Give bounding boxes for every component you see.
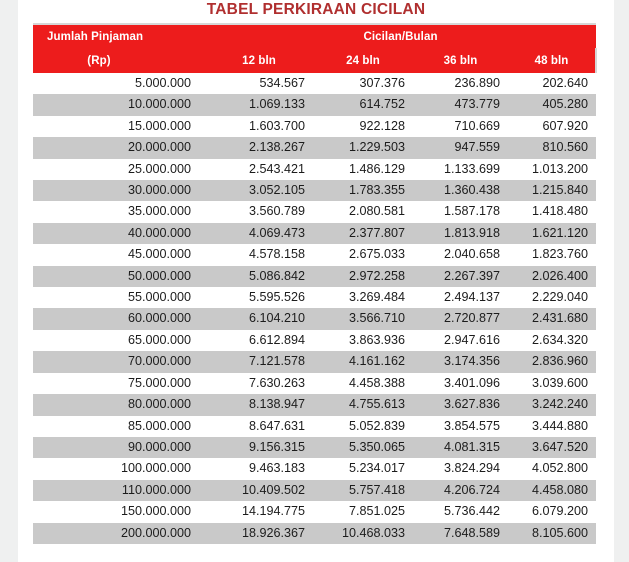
table-row bbox=[33, 73, 596, 94]
cell-installment-36: 947.559 bbox=[413, 137, 508, 158]
cell-loan-amount: 90.000.000 bbox=[33, 437, 205, 458]
cell-installment-48: 810.560 bbox=[508, 137, 596, 158]
cell-installment-12: 534.567 bbox=[205, 73, 313, 94]
cell-loan-amount: 60.000.000 bbox=[33, 308, 205, 329]
cell-installment-48: 1.823.760 bbox=[508, 244, 596, 265]
table-row bbox=[33, 416, 596, 437]
table-row bbox=[33, 116, 596, 137]
table-row bbox=[33, 266, 596, 287]
cell-installment-48: 3.242.240 bbox=[508, 394, 596, 415]
cell-installment-48: 2.431.680 bbox=[508, 308, 596, 329]
cell-installment-12: 9.463.183 bbox=[205, 458, 313, 479]
cell-installment-48: 607.920 bbox=[508, 116, 596, 137]
cell-loan-amount: 80.000.000 bbox=[33, 394, 205, 415]
column-header-loan-amount-line1: Jumlah Pinjaman bbox=[33, 24, 205, 48]
cell-installment-48: 202.640 bbox=[508, 73, 596, 94]
cell-installment-48: 2.229.040 bbox=[508, 287, 596, 308]
cell-installment-48: 2.836.960 bbox=[508, 351, 596, 372]
cell-installment-36: 236.890 bbox=[413, 73, 508, 94]
cell-installment-48: 3.039.600 bbox=[508, 373, 596, 394]
column-header-term-24: 24 bln bbox=[313, 48, 413, 73]
table-row bbox=[33, 308, 596, 329]
cell-installment-36: 2.494.137 bbox=[413, 287, 508, 308]
table-row bbox=[33, 159, 596, 180]
cell-installment-12: 5.595.526 bbox=[205, 287, 313, 308]
cell-installment-24: 4.755.613 bbox=[313, 394, 413, 415]
cell-installment-36: 2.947.616 bbox=[413, 330, 508, 351]
cell-installment-36: 710.669 bbox=[413, 116, 508, 137]
cell-installment-36: 1.133.699 bbox=[413, 159, 508, 180]
table-header-row-top bbox=[33, 24, 596, 48]
table-row bbox=[33, 458, 596, 479]
cell-installment-48: 1.418.480 bbox=[508, 201, 596, 222]
cell-installment-24: 2.377.807 bbox=[313, 223, 413, 244]
cell-installment-12: 2.138.267 bbox=[205, 137, 313, 158]
table-row bbox=[33, 180, 596, 201]
cell-installment-36: 2.040.658 bbox=[413, 244, 508, 265]
table-row bbox=[33, 394, 596, 415]
cell-installment-24: 1.486.129 bbox=[313, 159, 413, 180]
cell-installment-24: 10.468.033 bbox=[313, 523, 413, 544]
cell-installment-48: 1.621.120 bbox=[508, 223, 596, 244]
cell-installment-36: 3.401.096 bbox=[413, 373, 508, 394]
cell-loan-amount: 35.000.000 bbox=[33, 201, 205, 222]
cell-loan-amount: 70.000.000 bbox=[33, 351, 205, 372]
cell-loan-amount: 40.000.000 bbox=[33, 223, 205, 244]
cell-installment-48: 1.215.840 bbox=[508, 180, 596, 201]
cell-loan-amount: 45.000.000 bbox=[33, 244, 205, 265]
cell-installment-24: 3.566.710 bbox=[313, 308, 413, 329]
cell-installment-12: 4.578.158 bbox=[205, 244, 313, 265]
cell-loan-amount: 75.000.000 bbox=[33, 373, 205, 394]
cell-installment-24: 1.783.355 bbox=[313, 180, 413, 201]
cell-installment-12: 7.630.263 bbox=[205, 373, 313, 394]
table-row bbox=[33, 287, 596, 308]
cell-installment-36: 5.736.442 bbox=[413, 501, 508, 522]
table-row bbox=[33, 373, 596, 394]
cell-installment-24: 7.851.025 bbox=[313, 501, 413, 522]
table-row bbox=[33, 137, 596, 158]
cell-loan-amount: 30.000.000 bbox=[33, 180, 205, 201]
cell-installment-12: 6.612.894 bbox=[205, 330, 313, 351]
cell-installment-24: 1.229.503 bbox=[313, 137, 413, 158]
cell-installment-24: 614.752 bbox=[313, 94, 413, 115]
cell-installment-24: 2.675.033 bbox=[313, 244, 413, 265]
installment-table-container bbox=[33, 23, 596, 544]
cell-installment-12: 1.069.133 bbox=[205, 94, 313, 115]
cell-installment-48: 4.458.080 bbox=[508, 480, 596, 501]
table-row bbox=[33, 480, 596, 501]
cell-installment-24: 5.757.418 bbox=[313, 480, 413, 501]
cell-installment-12: 9.156.315 bbox=[205, 437, 313, 458]
cell-installment-48: 4.052.800 bbox=[508, 458, 596, 479]
cell-loan-amount: 25.000.000 bbox=[33, 159, 205, 180]
cell-installment-12: 14.194.775 bbox=[205, 501, 313, 522]
cell-installment-24: 2.972.258 bbox=[313, 266, 413, 287]
cell-installment-48: 2.026.400 bbox=[508, 266, 596, 287]
cell-installment-36: 3.174.356 bbox=[413, 351, 508, 372]
cell-installment-12: 2.543.421 bbox=[205, 159, 313, 180]
cell-installment-24: 5.052.839 bbox=[313, 416, 413, 437]
column-header-loan-amount-line2: (Rp) bbox=[33, 48, 205, 73]
cell-installment-36: 1.813.918 bbox=[413, 223, 508, 244]
page-title: TABEL PERKIRAAN CICILAN bbox=[206, 1, 426, 18]
cell-installment-36: 7.648.589 bbox=[413, 523, 508, 544]
cell-installment-48: 1.013.200 bbox=[508, 159, 596, 180]
table-row bbox=[33, 244, 596, 265]
cell-installment-48: 2.634.320 bbox=[508, 330, 596, 351]
cell-installment-36: 3.854.575 bbox=[413, 416, 508, 437]
cell-loan-amount: 100.000.000 bbox=[33, 458, 205, 479]
cell-installment-36: 3.824.294 bbox=[413, 458, 508, 479]
cell-installment-24: 3.863.936 bbox=[313, 330, 413, 351]
table-header-row-sub bbox=[33, 48, 596, 73]
cell-installment-24: 5.234.017 bbox=[313, 458, 413, 479]
cell-installment-36: 3.627.836 bbox=[413, 394, 508, 415]
cell-loan-amount: 10.000.000 bbox=[33, 94, 205, 115]
table-row bbox=[33, 94, 596, 115]
column-header-term-48: 48 bln bbox=[508, 48, 596, 73]
table-row bbox=[33, 437, 596, 458]
cell-installment-48: 8.105.600 bbox=[508, 523, 596, 544]
cell-installment-12: 8.647.631 bbox=[205, 416, 313, 437]
table-header bbox=[33, 24, 596, 73]
cell-installment-36: 473.779 bbox=[413, 94, 508, 115]
cell-installment-36: 2.267.397 bbox=[413, 266, 508, 287]
cell-installment-12: 4.069.473 bbox=[205, 223, 313, 244]
cell-installment-24: 4.161.162 bbox=[313, 351, 413, 372]
cell-installment-12: 8.138.947 bbox=[205, 394, 313, 415]
installment-table bbox=[33, 23, 597, 544]
cell-loan-amount: 200.000.000 bbox=[33, 523, 205, 544]
table-row bbox=[33, 523, 596, 544]
cell-installment-24: 5.350.065 bbox=[313, 437, 413, 458]
cell-installment-36: 2.720.877 bbox=[413, 308, 508, 329]
column-header-term-36: 36 bln bbox=[413, 48, 508, 73]
cell-installment-12: 6.104.210 bbox=[205, 308, 313, 329]
cell-installment-48: 6.079.200 bbox=[508, 501, 596, 522]
table-row bbox=[33, 330, 596, 351]
cell-installment-24: 922.128 bbox=[313, 116, 413, 137]
table-row bbox=[33, 351, 596, 372]
cell-installment-48: 405.280 bbox=[508, 94, 596, 115]
cell-loan-amount: 55.000.000 bbox=[33, 287, 205, 308]
table-row bbox=[33, 201, 596, 222]
cell-installment-12: 7.121.578 bbox=[205, 351, 313, 372]
column-header-term-12: 12 bln bbox=[205, 48, 313, 73]
cell-loan-amount: 50.000.000 bbox=[33, 266, 205, 287]
cell-installment-36: 4.206.724 bbox=[413, 480, 508, 501]
cell-loan-amount: 110.000.000 bbox=[33, 480, 205, 501]
column-header-installment-group: Cicilan/Bulan bbox=[205, 24, 596, 48]
cell-installment-12: 5.086.842 bbox=[205, 266, 313, 287]
cell-installment-36: 1.587.178 bbox=[413, 201, 508, 222]
cell-installment-24: 2.080.581 bbox=[313, 201, 413, 222]
cell-installment-24: 4.458.388 bbox=[313, 373, 413, 394]
cell-installment-24: 3.269.484 bbox=[313, 287, 413, 308]
cell-installment-48: 3.647.520 bbox=[508, 437, 596, 458]
cell-installment-36: 1.360.438 bbox=[413, 180, 508, 201]
cell-installment-36: 4.081.315 bbox=[413, 437, 508, 458]
cell-loan-amount: 5.000.000 bbox=[33, 73, 205, 94]
cell-loan-amount: 85.000.000 bbox=[33, 416, 205, 437]
table-row bbox=[33, 501, 596, 522]
cell-installment-24: 307.376 bbox=[313, 73, 413, 94]
cell-installment-12: 10.409.502 bbox=[205, 480, 313, 501]
cell-installment-48: 3.444.880 bbox=[508, 416, 596, 437]
cell-installment-12: 3.052.105 bbox=[205, 180, 313, 201]
cell-installment-12: 3.560.789 bbox=[205, 201, 313, 222]
table-row bbox=[33, 223, 596, 244]
cell-installment-12: 1.603.700 bbox=[205, 116, 313, 137]
cell-loan-amount: 15.000.000 bbox=[33, 116, 205, 137]
cell-loan-amount: 65.000.000 bbox=[33, 330, 205, 351]
cut-off-caption bbox=[33, 556, 503, 562]
table-page bbox=[18, 0, 614, 562]
cell-loan-amount: 150.000.000 bbox=[33, 501, 205, 522]
cell-installment-12: 18.926.367 bbox=[205, 523, 313, 544]
table-body bbox=[33, 73, 596, 544]
cell-loan-amount: 20.000.000 bbox=[33, 137, 205, 158]
